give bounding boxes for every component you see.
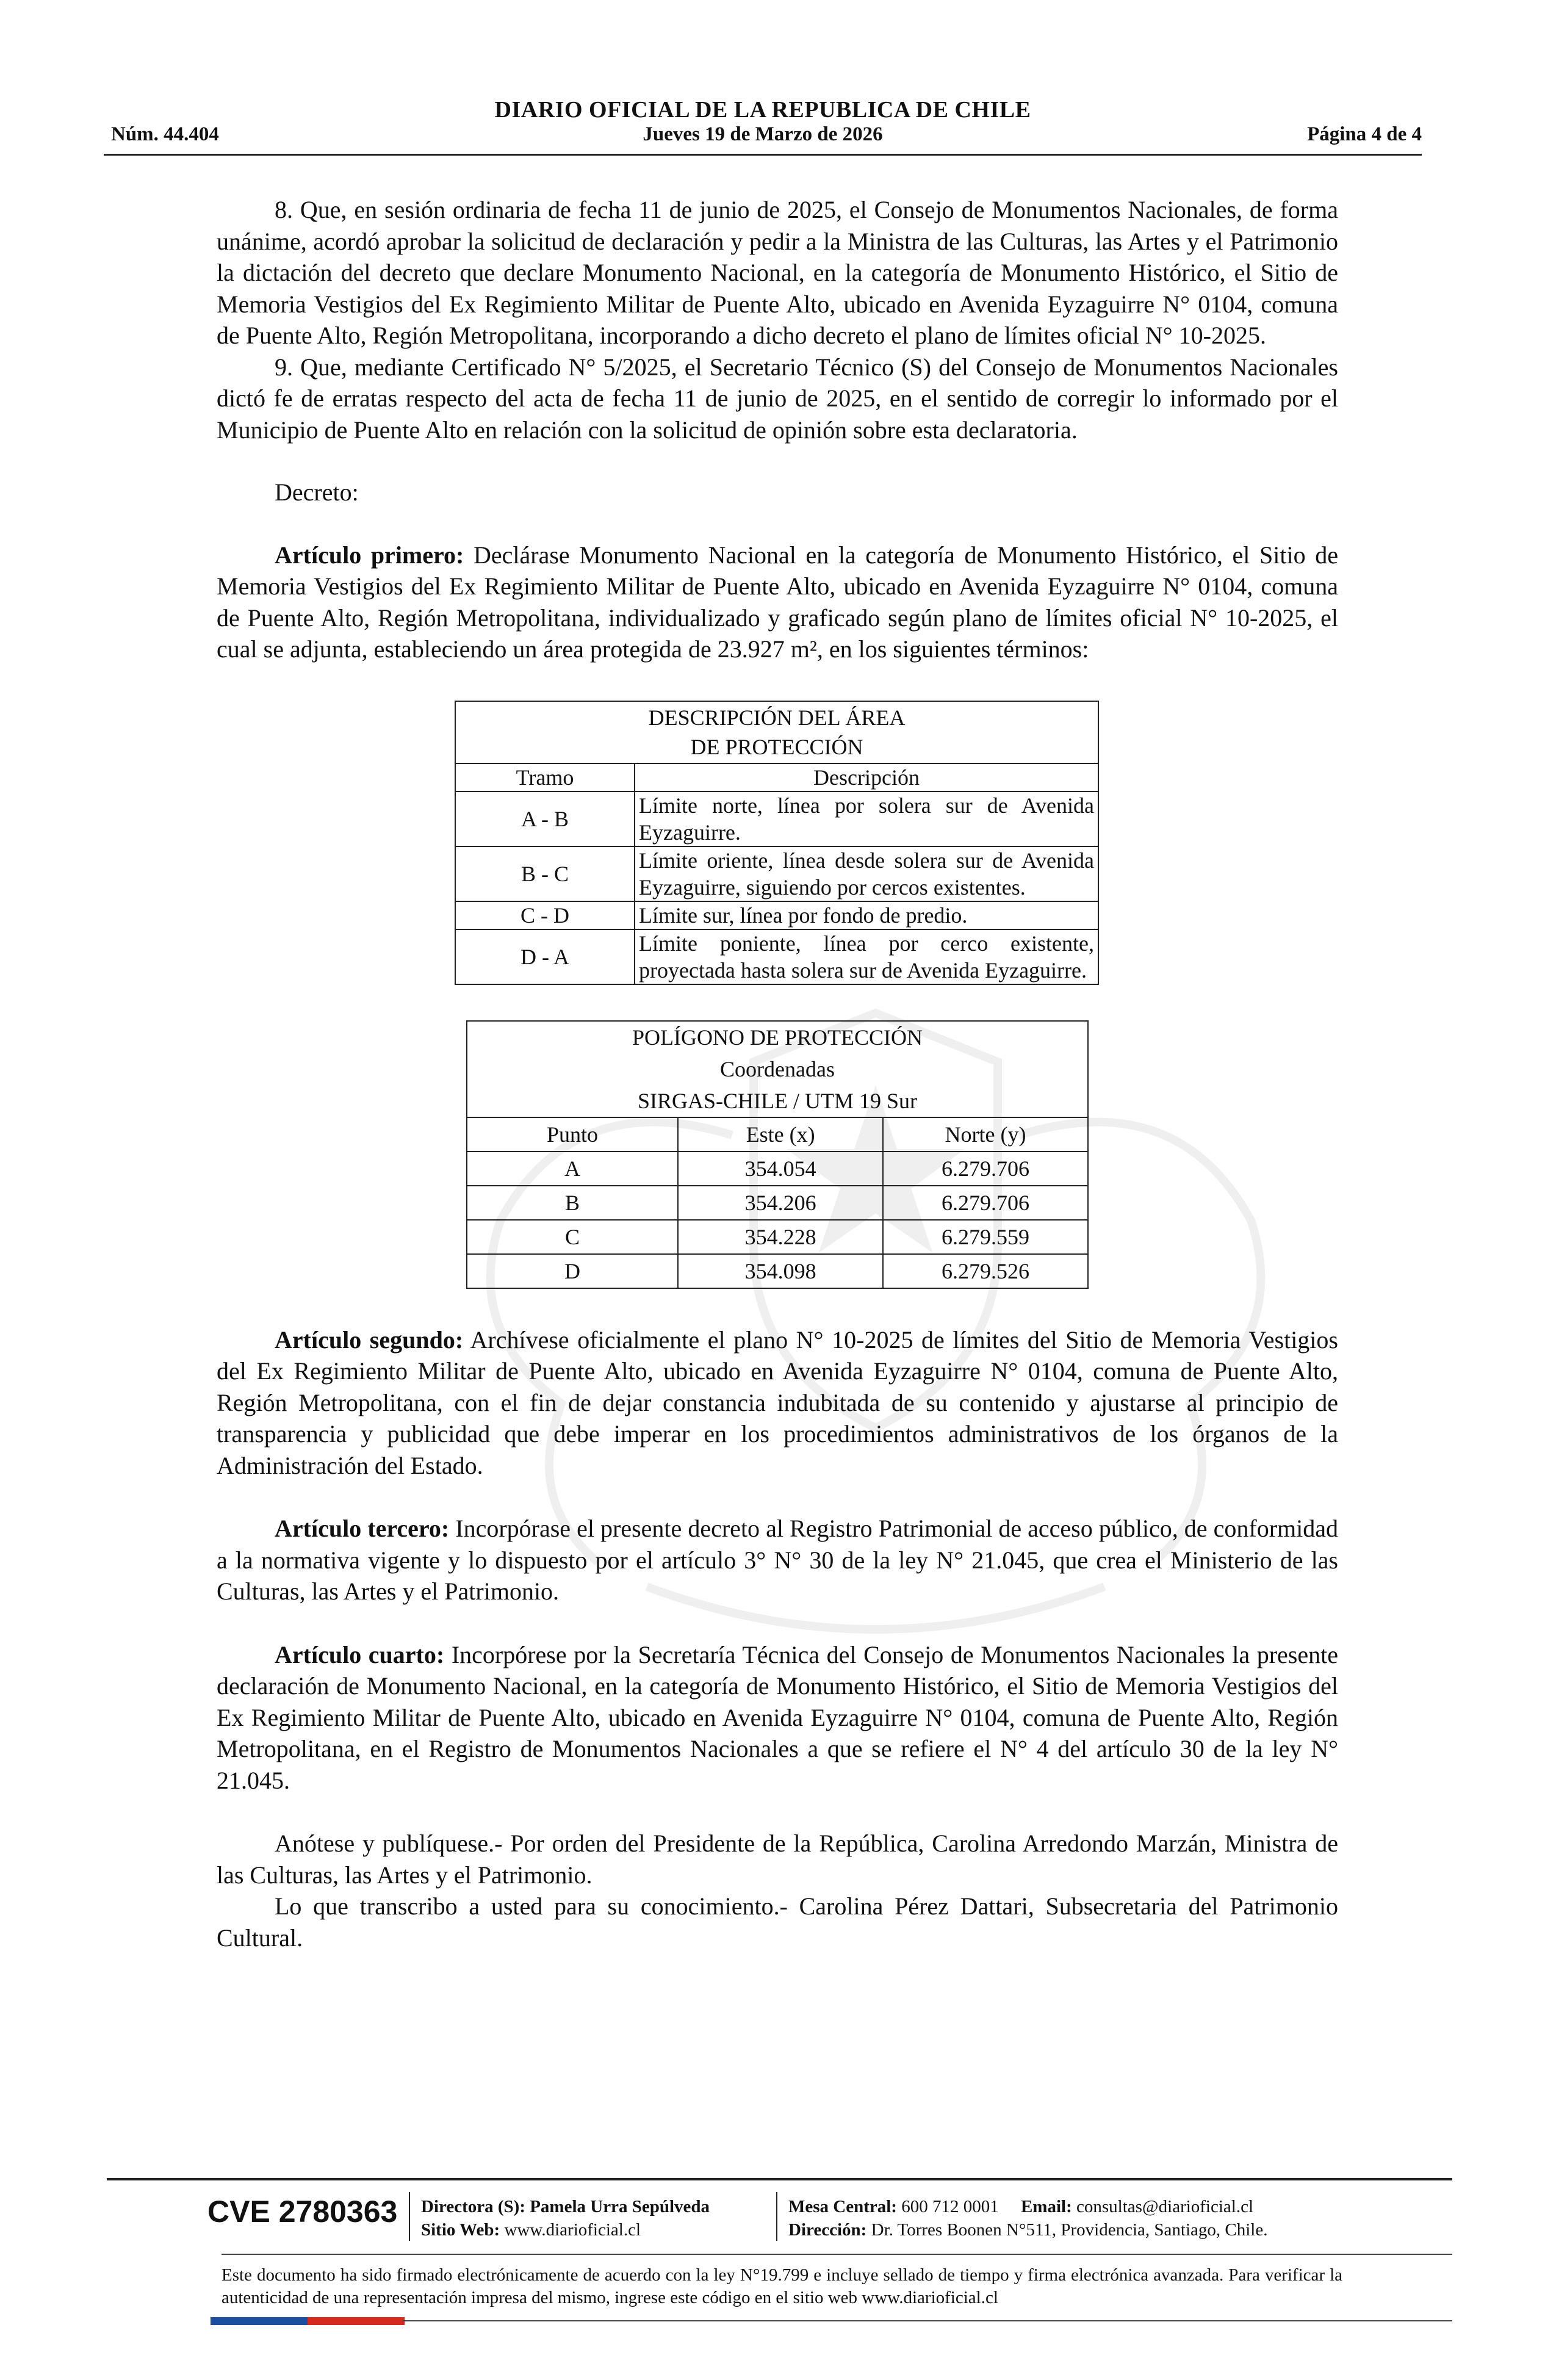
mesa-central-label: Mesa Central: [788, 2197, 897, 2216]
tramo-cell: D - A [455, 929, 635, 984]
gazette-title: DIARIO OFICIAL DE LA REPUBLICA DE CHILE [494, 97, 1031, 123]
transcription-note: Lo que transcribo a usted para su conocimiento.- Carolina Pérez Dattari, Subsecretaria del Patrimonio Cultural. [217, 1892, 1338, 1952]
articulo-cuarto-text: Incorpórese por la Secretaría Técnica del Consejo de Monumentos Nacionales la presente declaración de Monumento Nacional, en la categoría de Monumento Histórico, el Sitio de Memoria Vestigios del Ex Regimiento Militar de Puente Alto, ubicado en Avenida Eyzaguirre N° 0104, comuna de Puente Alto, Región Metropolitana, en el Registro de Monumentos Nacionales a que se refiere el N° 4 del artículo 30 de la ley N° 21.045. [217, 1640, 1338, 1794]
flag-blue-segment [211, 2317, 308, 2325]
table-row [455, 929, 1098, 984]
footer-separator [409, 2192, 410, 2241]
polygon-table-title-line1: POLÍGONO DE PROTECCIÓN [632, 1025, 923, 1050]
table-row [455, 846, 1098, 901]
articulo-segundo [217, 1324, 1338, 1482]
mesa-central-value: 600 712 0001 [896, 2197, 999, 2216]
sitio-web-label: Sitio Web: [421, 2220, 500, 2240]
polygon-header-norte: Norte (y) [883, 1117, 1088, 1152]
description-cell: Límite norte, línea por solera sur de Avenida Eyzaguirre. [635, 792, 1098, 846]
flag-red-segment [308, 2317, 405, 2325]
articulo-tercero [217, 1513, 1338, 1607]
table-row [455, 901, 1098, 929]
footer-contact-info [788, 2195, 1267, 2241]
page-number: Página 4 de 4 [1307, 123, 1422, 145]
punto-cell: A [467, 1152, 678, 1186]
table-row [467, 1220, 1088, 1254]
email-label: Email: [1020, 2197, 1072, 2216]
area-description-table [455, 701, 1099, 985]
signature-disclaimer: Este documento ha sido firmado electrónicamente de acuerdo con la ley N°19.799 e incluye sellado de tiempo y firma electrónica avanzada. Para verificar la autenticidad de una representación impresa del mismo, ingrese este código en el sitio web www.diarioficial.cl [222, 2265, 1342, 2307]
directora-label: Directora (S): Pamela Urra Sepúlveda [421, 2197, 710, 2216]
este-cell: 354.206 [678, 1186, 883, 1220]
norte-cell: 6.279.706 [883, 1152, 1088, 1186]
articulo-segundo-text: Archívese oficialmente el plano N° 10-2025 de límites del Sitio de Memoria Vestigios del Ex Regimiento Militar de Puente Alto, ubicado en Avenida Eyzaguirre N° 0104, comuna de Puente Alto, Región Metropolitana, con el fin de dejar constancia indubitada de su contenido y ajustarse al principio de transparencia y publicidad que debe imperar en los procedimientos administrativos de los órganos de la Administración del Estado. [217, 1325, 1338, 1479]
cve-code: CVE 2780363 [207, 2194, 398, 2229]
chile-flag-stripe [211, 2317, 405, 2325]
tramo-cell: A - B [455, 792, 635, 846]
tramo-cell: B - C [455, 846, 635, 901]
punto-cell: C [467, 1220, 678, 1254]
area-table-header-tramo: Tramo [455, 763, 635, 792]
norte-cell: 6.279.526 [883, 1254, 1088, 1288]
polygon-coordinates-table [466, 1020, 1089, 1289]
area-table-title [455, 701, 1098, 763]
polygon-header-este: Este (x) [678, 1117, 883, 1152]
articulo-tercero-label: Artículo tercero: [275, 1515, 450, 1542]
decreto-label: Decreto: [275, 478, 359, 506]
articulo-primero [217, 539, 1338, 665]
polygon-table-title-line3: SIRGAS-CHILE / UTM 19 Sur [637, 1088, 917, 1113]
footer-bottom-rule [403, 2320, 1452, 2321]
articulo-cuarto [217, 1639, 1338, 1797]
description-cell: Límite sur, línea por fondo de predio. [635, 901, 1098, 929]
articulo-segundo-label: Artículo segundo: [275, 1325, 464, 1354]
footer-publisher-info [421, 2195, 710, 2241]
articulo-cuarto-label: Artículo cuarto: [275, 1640, 445, 1668]
area-table-title-line2: DE PROTECCIÓN [690, 734, 863, 759]
footer-separator [776, 2192, 777, 2241]
direccion-label: Dirección: [788, 2220, 867, 2240]
considerando-8: 8. Que, en sesión ordinaria de fecha 11 de junio de 2025, el Consejo de Monumentos Nacionales, de forma unánime, acordó aprobar la solicitud de declaración y pedir a la Ministra de las Culturas, las Artes y el Patrimonio la dictación del decreto que declare Monumento Nacional, en la categoría de Monumento Histórico, el Sitio de Memoria Vestigios del Ex Regimiento Militar de Puente Alto, ubicado en Avenida Eyzaguirre N° 0104, comuna de Puente Alto, Región Metropolitana, incorporando a dicho decreto el plano de límites oficial N° 10-2025. [217, 196, 1338, 349]
punto-cell: B [467, 1186, 678, 1220]
este-cell: 354.054 [678, 1152, 883, 1186]
polygon-table-title-line2: Coordenadas [720, 1056, 835, 1081]
sitio-web-link[interactable]: www.diarioficial.cl [500, 2220, 641, 2240]
area-table-title-line1: DESCRIPCIÓN DEL ÁREA [648, 705, 906, 730]
page-header [104, 92, 1422, 159]
este-cell: 354.228 [678, 1220, 883, 1254]
este-cell: 354.098 [678, 1254, 883, 1288]
articulo-primero-label: Artículo primero: [275, 541, 464, 569]
articulo-primero-text: Declárase Monumento Nacional en la categoría de Monumento Histórico, el Sitio de Memoria Vestigios del Ex Regimiento Militar de Puente Alto, ubicado en Avenida Eyzaguirre N° 0104, comuna de Puente Alto, Región Metropolitana, individualizado y graficado según plano de límites oficial N° 10-2025, el cual se adjunta, estableciendo un área protegida de 23.927 m², en los siguientes términos: [217, 541, 1338, 663]
tramo-cell: C - D [455, 901, 635, 929]
issue-date: Jueves 19 de Marzo de 2026 [643, 123, 883, 145]
table-row [467, 1152, 1088, 1186]
norte-cell: 6.279.706 [883, 1186, 1088, 1220]
articulo-tercero-text: Incorpórase el presente decreto al Registro Patrimonial de acceso público, de conformidad a la normativa vigente y lo dispuesto por el artículo 3° N° 30 de la ley N° 21.045, que crea el Ministerio de las Culturas, las Artes y el Patrimonio. [217, 1515, 1338, 1605]
table-row [467, 1254, 1088, 1288]
description-cell: Límite oriente, línea desde solera sur de Avenida Eyzaguirre, siguiendo por cercos existentes. [635, 846, 1098, 901]
decree-body [217, 194, 1338, 1953]
table-row [455, 792, 1098, 846]
considerando-9: 9. Que, mediante Certificado N° 5/2025, el Secretario Técnico (S) del Consejo de Monumentos Nacionales dictó fe de erratas respecto del acta de fecha 11 de junio de 2025, en el sentido de corregir lo informado por el Municipio de Puente Alto en relación con la solicitud de opinión sobre esta declaratoria. [217, 353, 1338, 444]
footer-divider [107, 2178, 1452, 2180]
area-table-header-desc: Descripción [635, 763, 1098, 792]
direccion-value: Dr. Torres Boonen N°511, Providencia, Santiago, Chile. [866, 2220, 1268, 2240]
closing-formula: Anótese y publíquese.- Por orden del Presidente de la República, Carolina Arredondo Marzán, Ministra de las Culturas, las Artes y el Patrimonio. [217, 1830, 1338, 1889]
issue-number: Núm. 44.404 [111, 123, 219, 145]
table-row [467, 1186, 1088, 1220]
punto-cell: D [467, 1254, 678, 1288]
footer-divider-thin [222, 2254, 1452, 2255]
email-link[interactable]: consultas@diarioficial.cl [1072, 2197, 1254, 2216]
polygon-header-punto: Punto [467, 1117, 678, 1152]
norte-cell: 6.279.559 [883, 1220, 1088, 1254]
polygon-table-title [467, 1021, 1088, 1117]
header-divider [104, 154, 1422, 156]
description-cell: Límite poniente, línea por cerco existente, proyectada hasta solera sur de Avenida Eyzaguirre. [635, 929, 1098, 984]
